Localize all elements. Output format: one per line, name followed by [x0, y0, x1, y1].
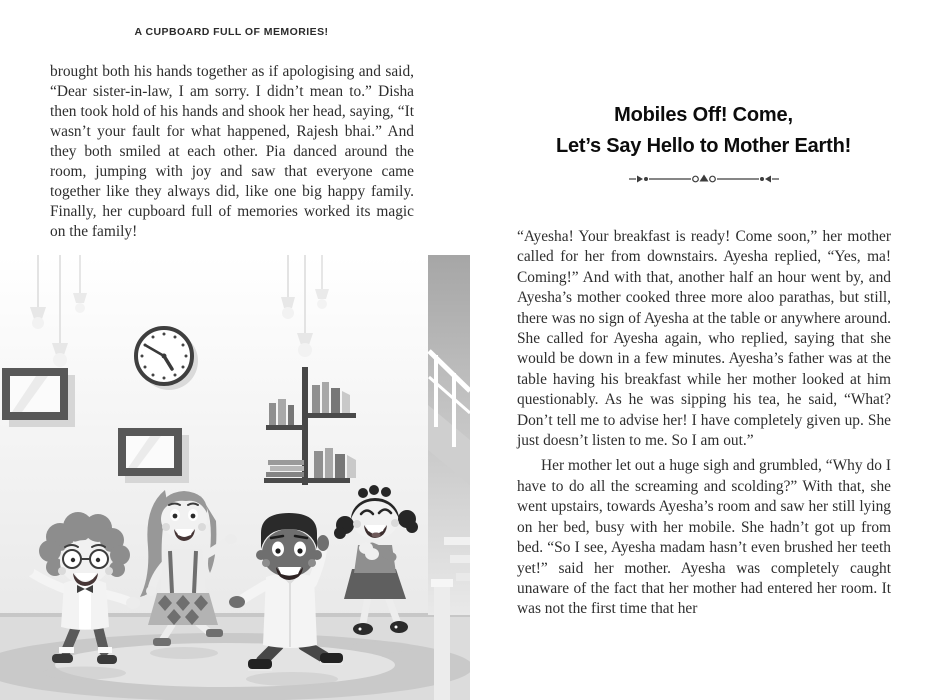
running-header: A CUPBOARD FULL OF MEMORIES!	[134, 26, 329, 38]
picture-frame-left	[2, 368, 75, 427]
picture-frame-center	[118, 428, 189, 483]
left-page-paragraph: brought both his hands together as if apologising and said, “Dear sister-in-law, I am sorry. I didn’t mean to.” Disha then took hold of his hands and shook her head, saying, “It wasn’t your fault for what happened, Rajesh bhai.” And they both smiled at each other. Pia danced around the room, jumping with joy and saw that everyone came together like they always did, like one big happy family. Finally, her cupboard full of memories worked its magic on the family!	[50, 63, 414, 240]
chapter-title-line-2: Let’s Say Hello to Mother Earth!	[555, 135, 852, 157]
story-paragraph-2: Her mother let out a huge sigh and grumbled, “Why do I have to do all the screaming and scolding?” With that, she went upstairs, towards Ayesha’s room and saw her still lying on her bed, busy with her mobile. She hadn’t got up from bed. “So I see, Ayesha madam hasn’t even brushed her teeth yet!” said her mother. Ayesha was completely caught unaware of the fact that her mother had entered her room. It was not the first time that her	[517, 457, 891, 618]
divider-ornament-icon	[517, 172, 890, 186]
right-page-text	[517, 227, 891, 620]
chapter-title-line-1: Mobiles Off! Come,	[614, 104, 793, 126]
story-paragraph-1: “Ayesha! Your breakfast is ready! Come soon,” her mother called for her from downstairs. Ayesha replied, “Yes, ma! Coming!” And with that, another half an hour went by, and Ayesha’s mother cooked three more aloo parathas, but still, there was no sign of Ayesha at the table or anywhere around. She called for Ayesha again, who replied, saying that she would be down in a few minutes. Ayesha’s father was at the table having his breakfast while her mother looked at him questionably. As he was sipping his tea, he said, “What? Don’t tell me to advise her! I have completely given up. She just doesn’t listen to me. So I am out.”	[517, 228, 891, 450]
illustration-dancing-children	[0, 255, 470, 700]
chapter-title	[517, 100, 890, 162]
